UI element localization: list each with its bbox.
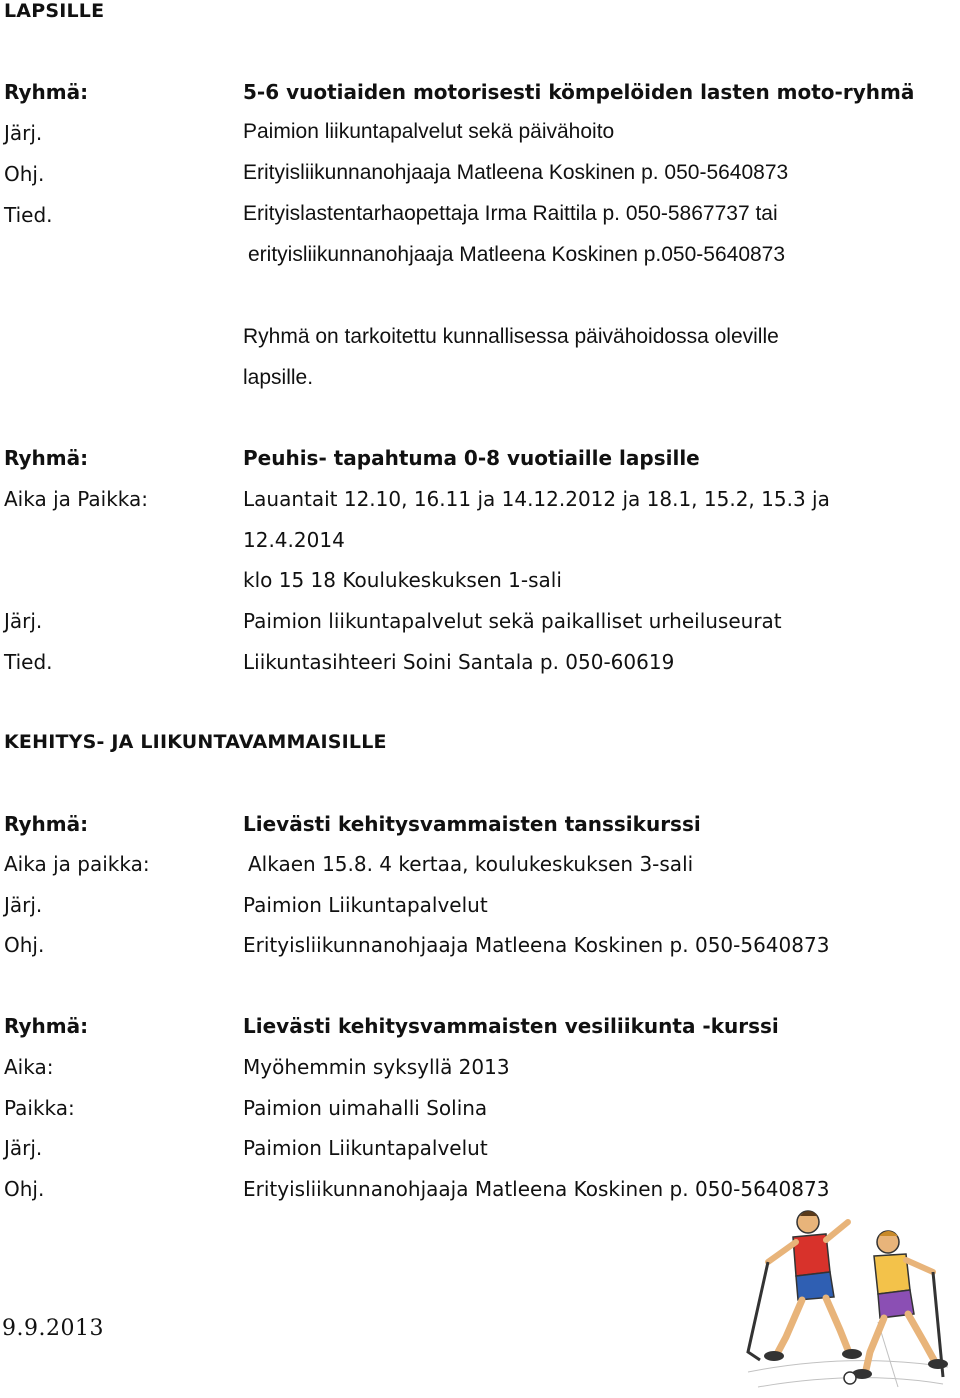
label-jarj: Järj. <box>4 121 43 145</box>
label-ryhma: Ryhmä: <box>4 446 89 470</box>
label-paikka: Paikka: <box>4 1096 75 1120</box>
organizer-value: Paimion liikuntapalvelut sekä päivähoito <box>243 120 615 143</box>
time-value-line1: Lauantait 12.10, 16.11 ja 14.12.2012 ja 18.1, 15.2, 15.3 ja <box>243 487 830 511</box>
player-red-figure <box>748 1211 862 1361</box>
group-name: Lievästi kehitysvammaisten vesiliikunta -kurssi <box>243 1014 779 1038</box>
instructor-value: Erityisliikunnanohjaaja Matleena Koskinen p. 050-5640873 <box>243 1177 830 1201</box>
label-tied: Tied. <box>4 650 53 674</box>
label-jarj: Järj. <box>4 1136 43 1160</box>
group-note-line1: Ryhmä on tarkoitettu kunnallisessa päivähoidossa oleville <box>243 325 779 348</box>
group-name: Peuhis- tapahtuma 0-8 vuotiaille lapsille <box>243 446 700 470</box>
label-tied: Tied. <box>4 203 53 227</box>
organizer-value: Paimion Liikuntapalvelut <box>243 893 488 917</box>
info-value-line1: Erityislastentarhaopettaja Irma Raittila p. 050-5867737 tai <box>243 202 778 225</box>
floorball-players-illustration <box>738 1202 954 1392</box>
document-date: 9.9.2013 <box>2 1316 104 1341</box>
instructor-value: Erityisliikunnanohjaaja Matleena Koskinen p. 050-5640873 <box>243 933 830 957</box>
time-value-line2: 12.4.2014 <box>243 528 345 552</box>
info-value: Liikuntasihteeri Soini Santala p. 050-60619 <box>243 650 675 674</box>
place-value: Paimion uimahalli Solina <box>243 1096 488 1120</box>
label-aika-ja-paikka: Aika ja paikka: <box>4 852 150 876</box>
group-note-line2: lapsille. <box>243 366 314 389</box>
group-name: 5-6 vuotiaiden motorisesti kömpelöiden lasten moto-ryhmä <box>243 80 915 104</box>
label-ohj: Ohj. <box>4 162 45 186</box>
section-heading-kehitys: KEHITYS- JA LIIKUNTAVAMMAISILLE <box>4 731 387 753</box>
time-value: Myöhemmin syksyllä 2013 <box>243 1055 510 1079</box>
label-jarj: Järj. <box>4 609 43 633</box>
time-value: Alkaen 15.8. 4 kertaa, koulukeskuksen 3-sali <box>248 852 694 876</box>
label-aika-ja-paikka: Aika ja Paikka: <box>4 487 149 511</box>
label-jarj: Järj. <box>4 893 43 917</box>
group-name: Lievästi kehitysvammaisten tanssikurssi <box>243 812 701 836</box>
instructor-value: Erityisliikunnanohjaaja Matleena Koskinen p. 050-5640873 <box>243 161 789 184</box>
label-aika: Aika: <box>4 1055 54 1079</box>
label-ryhma: Ryhmä: <box>4 80 89 104</box>
player-purple-figure <box>852 1231 948 1379</box>
label-ryhma: Ryhmä: <box>4 812 89 836</box>
organizer-value: Paimion Liikuntapalvelut <box>243 1136 488 1160</box>
organizer-value: Paimion liikuntapalvelut sekä paikalliset urheiluseurat <box>243 609 782 633</box>
label-ryhma: Ryhmä: <box>4 1014 89 1038</box>
info-value-line2: erityisliikunnanohjaaja Matleena Koskinen p.050-5640873 <box>248 243 786 266</box>
label-ohj: Ohj. <box>4 1177 45 1201</box>
time-value-line3: klo 15 18 Koulukeskuksen 1-sali <box>243 568 562 592</box>
section-heading-lapsille: LAPSILLE <box>4 0 105 22</box>
ball-icon <box>844 1372 856 1384</box>
label-ohj: Ohj. <box>4 933 45 957</box>
